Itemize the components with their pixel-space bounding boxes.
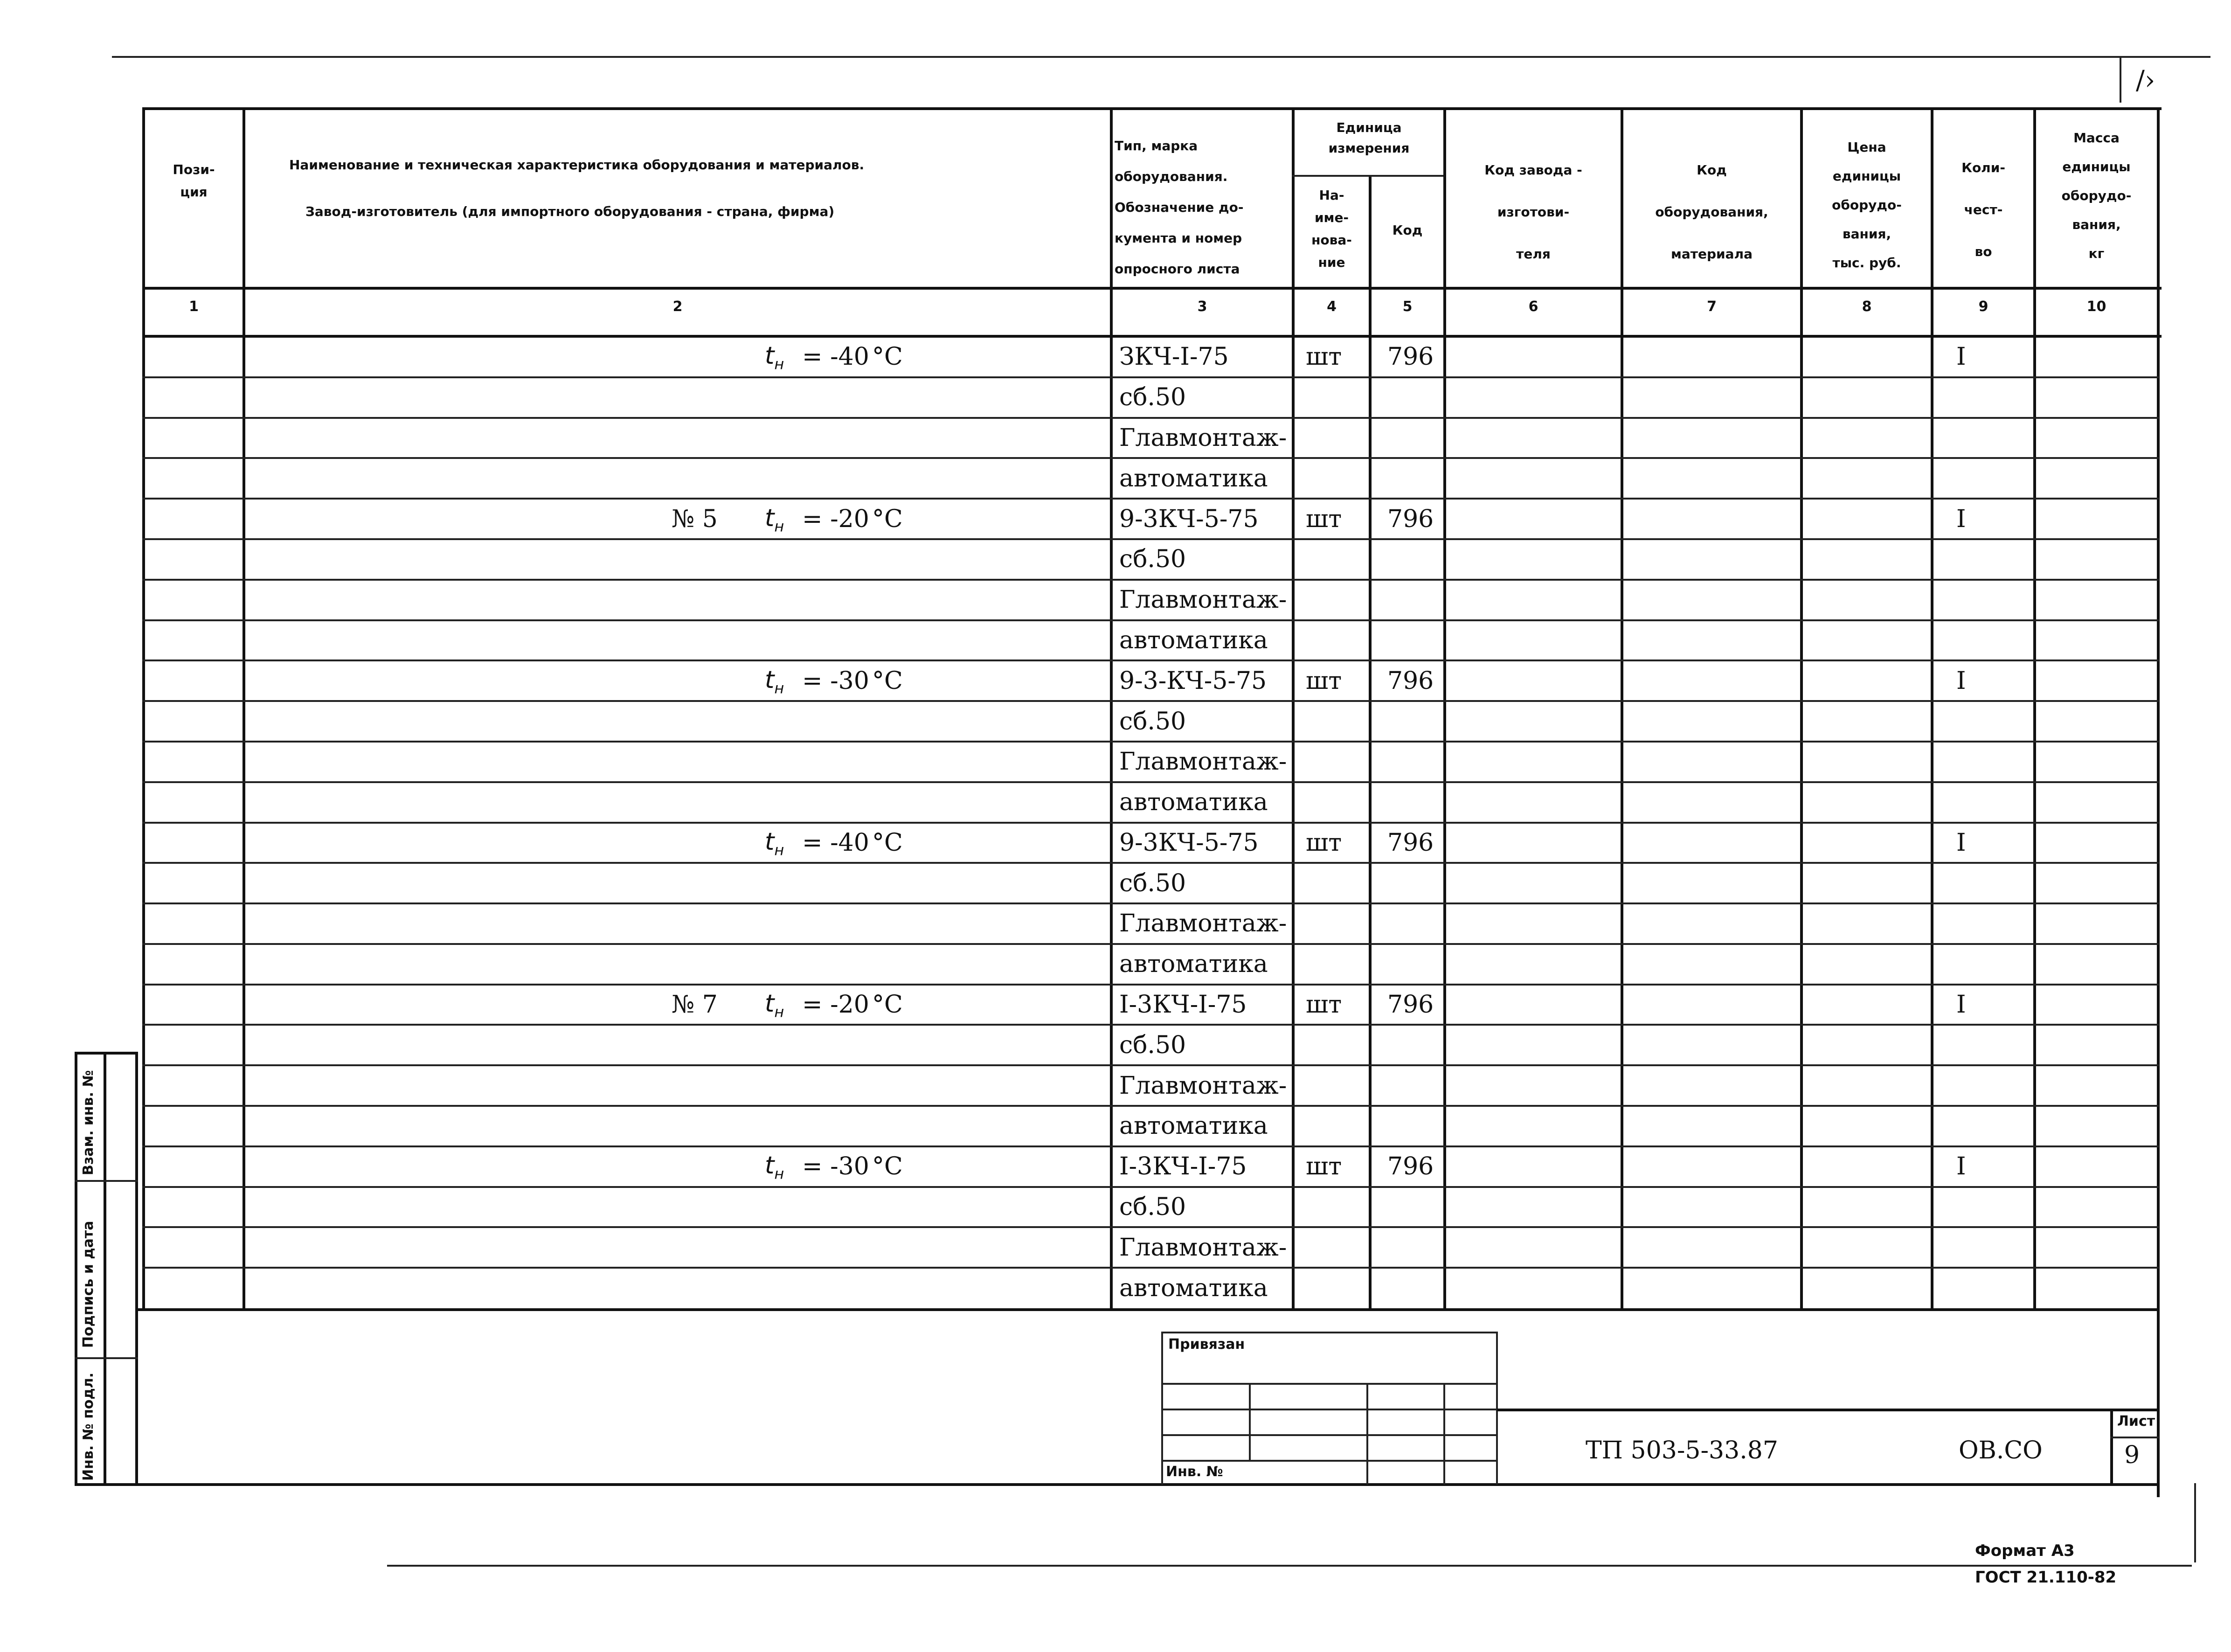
temperature-symbol <box>765 1152 784 1187</box>
colnum-5: 5 <box>1402 298 1413 315</box>
temperature-value: = -20 <box>802 991 869 1019</box>
row-line <box>142 1267 2159 1269</box>
header-position: Пози- ция <box>173 162 215 200</box>
temperature-value: = -30 <box>802 666 869 695</box>
temp-subscript: н <box>774 517 784 535</box>
privyazan-v2 <box>1366 1383 1368 1485</box>
row-line <box>142 902 2159 904</box>
temperature-symbol <box>765 504 784 540</box>
colnum-1: 1 <box>189 298 199 315</box>
colnum-4: 4 <box>1327 298 1337 315</box>
row-line <box>142 984 2159 986</box>
unit-name: шт <box>1306 505 1342 533</box>
stamp-signature-date: Подпись и дата <box>80 1221 97 1348</box>
vline-0 <box>142 107 145 1311</box>
vline-1 <box>242 107 245 1311</box>
header-name-line1: Наименование и техническая характеристика оборудования и материалов. <box>289 157 865 173</box>
privyazan-v1 <box>1249 1383 1251 1460</box>
temp-letter: t <box>765 504 775 532</box>
stamp-top <box>75 1052 138 1055</box>
row-line <box>142 862 2159 864</box>
type-mark: сб.50 <box>1119 1193 1186 1222</box>
row-line <box>142 1064 2159 1066</box>
type-mark: сб.50 <box>1119 1031 1186 1059</box>
unit-name: шт <box>1306 828 1342 857</box>
vline-8 <box>1931 107 1933 1311</box>
type-mark: 9-3КЧ-5-75 <box>1119 505 1259 533</box>
top-border <box>112 56 2210 58</box>
type-mark: 9-3КЧ-5-75 <box>1119 828 1259 857</box>
row-line <box>142 700 2159 702</box>
unit-group-line <box>1292 175 1443 177</box>
temperature-unit: °C <box>872 991 903 1019</box>
vline-6 <box>1621 107 1623 1311</box>
colnum-7: 7 <box>1707 298 1717 315</box>
unit-code: 796 <box>1387 666 1434 695</box>
doc-code: ТП 503-5-33.87 <box>1586 1437 1778 1465</box>
header-bottom-line <box>142 287 2162 290</box>
temperature-value: = -40 <box>802 828 869 857</box>
temp-letter: t <box>765 827 775 856</box>
temperature-value: = -40 <box>802 343 869 371</box>
type-mark: сб.50 <box>1119 869 1186 897</box>
temperature-symbol <box>765 828 784 864</box>
type-mark: автоматика <box>1119 788 1268 817</box>
type-mark: I-3КЧ-I-75 <box>1119 1152 1247 1181</box>
temperature-unit: °C <box>872 343 903 371</box>
row-line <box>142 457 2159 459</box>
colnum-6: 6 <box>1528 298 1538 315</box>
type-mark: I-3КЧ-I-75 <box>1119 991 1247 1019</box>
privyazan-top <box>1161 1332 1497 1333</box>
unit-code: 796 <box>1387 991 1434 1019</box>
row-line <box>142 943 2159 945</box>
temperature-unit: °C <box>872 505 903 533</box>
privyazan-v3 <box>1443 1383 1445 1485</box>
unit-name: шт <box>1306 343 1342 371</box>
privyazan-r2 <box>1161 1409 1497 1410</box>
privyazan-left <box>1161 1332 1163 1485</box>
gost-label: ГОСТ 21.110-82 <box>1975 1568 2117 1587</box>
inv-no-label: Инв. № <box>1166 1464 1223 1480</box>
temp-letter: t <box>765 1152 775 1180</box>
right-edge-dash <box>2194 1483 2196 1562</box>
temp-subscript: н <box>774 679 784 697</box>
stamp-div-1 <box>75 1180 138 1182</box>
temp-subscript: н <box>774 1165 784 1183</box>
row-line <box>142 417 2159 419</box>
vline-9 <box>2033 107 2036 1311</box>
colnum-2: 2 <box>672 298 683 315</box>
type-mark: автоматика <box>1119 1274 1268 1302</box>
row-line <box>142 659 2159 661</box>
temperature-unit: °C <box>872 828 903 857</box>
quantity: I <box>1956 505 1966 533</box>
type-mark: Главмонтаж- <box>1119 586 1287 614</box>
temp-subscript: н <box>774 841 784 859</box>
temp-subscript: н <box>774 1003 784 1021</box>
type-mark: ЗКЧ-I-75 <box>1119 343 1229 371</box>
colnum-8: 8 <box>1862 298 1872 315</box>
type-mark: сб.50 <box>1119 707 1186 736</box>
position-label: № 5 <box>672 505 718 533</box>
temperature-value: = -20 <box>802 505 869 533</box>
vline-4 <box>1369 175 1372 1311</box>
header-unit-name: На- име- нова- ние <box>1311 187 1352 270</box>
unit-code: 796 <box>1387 343 1434 371</box>
type-mark: автоматика <box>1119 626 1268 654</box>
privyazan-r3 <box>1161 1434 1497 1436</box>
header-price: Цена единицы оборудо- вания, тыс. руб. <box>1832 139 1902 271</box>
privyazan-right <box>1496 1332 1498 1485</box>
vline-2 <box>1110 107 1113 1311</box>
quantity: I <box>1956 1152 1966 1181</box>
privyazan-r1 <box>1161 1383 1497 1385</box>
temp-letter: t <box>765 342 775 370</box>
corner-tick <box>2120 56 2121 103</box>
row-line <box>142 1186 2159 1188</box>
type-mark: Главмонтаж- <box>1119 748 1287 776</box>
vline-7 <box>1800 107 1803 1311</box>
quantity: I <box>1956 991 1966 1019</box>
temperature-symbol <box>765 342 784 378</box>
header-unit-code: Код <box>1392 222 1423 238</box>
colnum-3: 3 <box>1197 298 1207 315</box>
vline-10 <box>2157 107 2160 1497</box>
stamp-inner <box>104 1052 106 1485</box>
unit-code: 796 <box>1387 828 1434 857</box>
unit-code: 796 <box>1387 505 1434 533</box>
row-line <box>142 538 2159 540</box>
temp-letter: t <box>765 990 775 1018</box>
colnum-10: 10 <box>2086 298 2106 315</box>
sheet-box-divider <box>2110 1437 2159 1438</box>
table-top-line <box>142 107 2162 110</box>
row-line <box>142 1105 2159 1107</box>
temperature-value: = -30 <box>802 1152 869 1181</box>
temperature-symbol <box>765 990 784 1026</box>
row-line <box>142 579 2159 581</box>
temp-letter: t <box>765 666 775 694</box>
unit-name: шт <box>1306 1152 1342 1181</box>
unit-name: шт <box>1306 666 1342 695</box>
quantity: I <box>1956 343 1966 371</box>
type-mark: автоматика <box>1119 1112 1268 1140</box>
header-equipment-code: Код оборудования, материала <box>1655 162 1768 262</box>
unit-code: 796 <box>1387 1152 1434 1181</box>
sheet-number: 9 <box>2124 1441 2140 1469</box>
row-line <box>142 1145 2159 1147</box>
row-line <box>142 741 2159 743</box>
vline-5 <box>1443 107 1446 1311</box>
temp-subscript: н <box>774 355 784 373</box>
type-mark: Главмонтаж- <box>1119 909 1287 938</box>
stamp-inv-podl: Инв. № подл. <box>80 1372 97 1481</box>
stamp-outer-left <box>75 1052 77 1485</box>
header-quantity: Коли- чест- во <box>1961 160 2005 259</box>
vline-3 <box>1292 107 1295 1311</box>
type-mark: 9-3-КЧ-5-75 <box>1119 666 1267 695</box>
stamp-right <box>135 1052 138 1485</box>
header-type: Тип, марка оборудования. Обозначение до- кумента и номер опросного листа <box>1115 138 1244 277</box>
corner-mark: /› <box>2136 65 2155 96</box>
row-line <box>142 376 2159 378</box>
privyazan-label: Привязан <box>1168 1336 1245 1353</box>
frame-bottom <box>75 1483 2159 1486</box>
title-top <box>1497 1409 2159 1411</box>
numrow-bottom-line <box>142 335 2162 338</box>
type-mark: сб.50 <box>1119 545 1186 574</box>
format-label: Формат А3 <box>1975 1541 2075 1560</box>
type-mark: сб.50 <box>1119 383 1186 412</box>
sheet-label: Лист <box>2117 1413 2155 1430</box>
quantity: I <box>1956 666 1966 695</box>
colnum-9: 9 <box>1978 298 1988 315</box>
type-mark: Главмонтаж- <box>1119 423 1287 452</box>
row-line <box>142 822 2159 824</box>
position-label: № 7 <box>672 991 718 1019</box>
type-mark: автоматика <box>1119 464 1268 493</box>
footer-line <box>387 1565 2192 1567</box>
quantity: I <box>1956 828 1966 857</box>
row-line <box>142 1226 2159 1228</box>
row-line <box>142 619 2159 621</box>
stamp-div-2 <box>75 1357 138 1359</box>
type-mark: Главмонтаж- <box>1119 1233 1287 1262</box>
unit-name: шт <box>1306 991 1342 1019</box>
table-bottom-line <box>135 1308 2159 1311</box>
privyazan-r4 <box>1161 1460 1497 1462</box>
stamp-vzam-inv: Взам. инв. № <box>80 1070 97 1175</box>
section-code: ОВ.СО <box>1959 1437 2043 1465</box>
header-name-line2: Завод-изготовитель (для импортного оборудования - страна, фирма) <box>305 204 835 219</box>
header-factory-code: Код завода - изготови- теля <box>1484 162 1582 262</box>
temperature-unit: °C <box>872 666 903 695</box>
row-line <box>142 781 2159 783</box>
header-mass: Масса единицы оборудо- вания, кг <box>2061 130 2132 261</box>
type-mark: автоматика <box>1119 950 1268 979</box>
row-line <box>142 1024 2159 1026</box>
type-mark: Главмонтаж- <box>1119 1071 1287 1100</box>
sheet-box-left <box>2110 1409 2113 1485</box>
row-line <box>142 498 2159 500</box>
temperature-unit: °C <box>872 1152 903 1181</box>
temperature-symbol <box>765 666 784 702</box>
header-unit-group: Единица измерения <box>1328 120 1410 156</box>
